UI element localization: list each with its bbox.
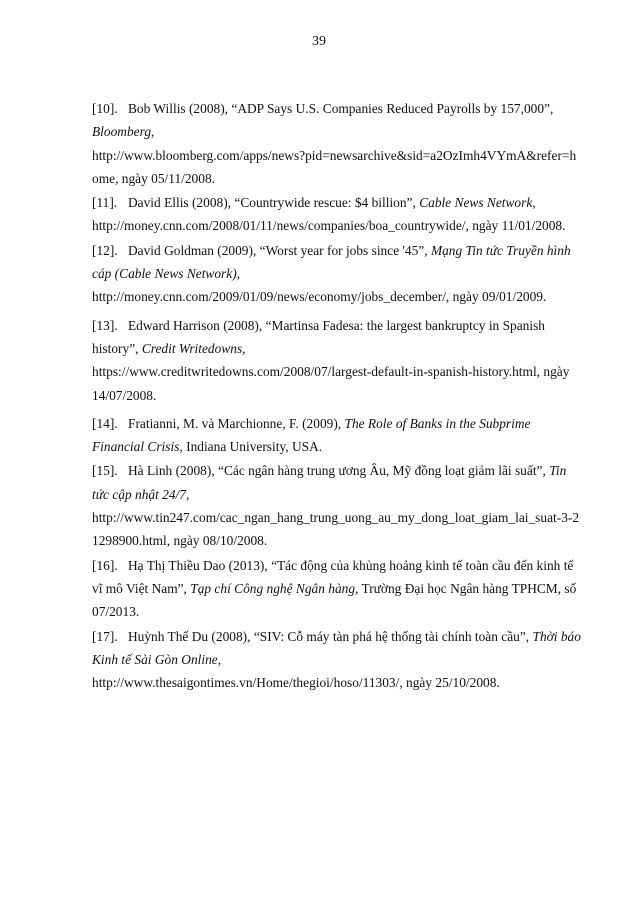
reference-title: “SIV: Cỗ máy tàn phá hệ thống tài chính toàn cầu”,	[253, 628, 533, 644]
reference-authors: Hà Linh (2008),	[128, 463, 218, 479]
reference-authors: Fratianni, M. và Marchionne, F. (2009),	[128, 415, 345, 431]
reference-source: Cable News Network	[419, 195, 533, 211]
reference-date: , ngày 09/01/2009.	[445, 289, 547, 305]
reference-item	[92, 459, 582, 552]
reference-number: [15].	[92, 463, 118, 479]
reference-source-suffix: ,	[151, 124, 155, 140]
reference-source-suffix: ,	[532, 195, 536, 211]
reference-number: [14].	[92, 415, 118, 431]
reference-item	[92, 554, 582, 624]
reference-title: “Worst year for jobs since '45”,	[259, 242, 431, 258]
reference-authors: Huỳnh Thế Du (2008),	[128, 628, 254, 644]
reference-title: “Countrywide rescue: $4 billion”,	[234, 195, 420, 211]
reference-item	[92, 239, 582, 309]
reference-title: “Các ngân hàng trung ương Âu, Mỹ đồng loạt giảm lãi suất”,	[218, 463, 550, 479]
reference-url[interactable]: http://money.cnn.com/2009/01/09/news/economy/jobs_december/	[92, 289, 446, 305]
reference-date: , ngày 05/11/2008.	[115, 170, 215, 186]
reference-title: “ADP Says U.S. Companies Reduced Payrolls by 157,000”,	[231, 101, 554, 116]
reference-item	[92, 191, 582, 238]
reference-title: “Martinsa Fadesa: the largest bankruptcy in Spanish history”,	[92, 317, 545, 356]
reference-number: [17].	[92, 628, 118, 644]
reference-source: Bloomberg	[92, 124, 152, 140]
reference-authors: Bob Willis (2008),	[128, 101, 232, 116]
reference-source: The Role of Banks in the Subprime Financial Crisis	[92, 415, 531, 455]
reference-authors: Hạ Thị Thiều Dao (2013),	[128, 557, 272, 573]
reference-source-suffix: ,	[242, 340, 246, 356]
reference-source: Credit Writedowns	[141, 340, 243, 356]
reference-item	[92, 97, 582, 190]
reference-source-suffix: ,	[217, 651, 222, 667]
reference-number: [12].	[92, 242, 118, 258]
reference-url[interactable]: http://www.thesaigontimes.vn/Home/thegioi/hoso/11303/	[92, 675, 400, 691]
reference-source: Thời báo Kinh tế Sài Gòn Online	[92, 628, 581, 667]
reference-number: [11].	[92, 195, 118, 211]
reference-source: Tin tức cập nhật 24/7,	[92, 463, 567, 502]
reference-source-suffix: ,	[236, 266, 241, 282]
reference-item	[92, 314, 582, 407]
reference-authors: David Ellis (2008),	[128, 195, 235, 211]
reference-item	[92, 625, 582, 695]
reference-date: , ngày 25/10/2008.	[399, 675, 500, 691]
reference-list	[92, 97, 582, 695]
reference-item	[92, 412, 582, 459]
reference-authors: Edward Harrison (2008),	[128, 317, 266, 333]
reference-source-suffix: , Trường Đại học Ngân hàng TPHCM, số 07/2013.	[92, 580, 577, 620]
reference-number: [10].	[92, 101, 118, 116]
reference-number: [16].	[92, 557, 118, 573]
reference-url[interactable]: http://www.bloomberg.com/apps/news?pid=newsarchive&sid=a2OzImh4VYmA&refer=home	[92, 147, 577, 186]
reference-date: , ngày 14/07/2008.	[92, 364, 570, 403]
reference-date: , ngày 08/10/2008.	[166, 533, 268, 549]
page-number: 39	[312, 34, 326, 49]
reference-title: “Tác động của khủng hoảng kinh tế toàn cầu đến kinh tế vĩ mô Việt Nam”,	[92, 557, 574, 596]
reference-source: Mạng Tin tức Truyền hình cáp (Cable News Network)	[92, 242, 571, 282]
reference-authors: David Goldman (2009),	[128, 242, 260, 258]
reference-date: , ngày 11/01/2008.	[465, 218, 566, 234]
reference-source: Tạp chí Công nghệ Ngân hàng	[190, 580, 356, 596]
reference-source-suffix: , Indiana University, USA.	[179, 439, 323, 455]
reference-url[interactable]: http://www.tin247.com/cac_ngan_hang_trung_uong_au_my_dong_loat_giam_lai_suat-3-21298900.html	[92, 510, 580, 549]
reference-number: [13].	[92, 317, 118, 333]
reference-url[interactable]: http://money.cnn.com/2008/01/11/news/companies/boa_countrywide/	[92, 218, 466, 234]
reference-url[interactable]: https://www.creditwritedowns.com/2008/07/largest-default-in-spanish-history.html	[92, 364, 537, 380]
